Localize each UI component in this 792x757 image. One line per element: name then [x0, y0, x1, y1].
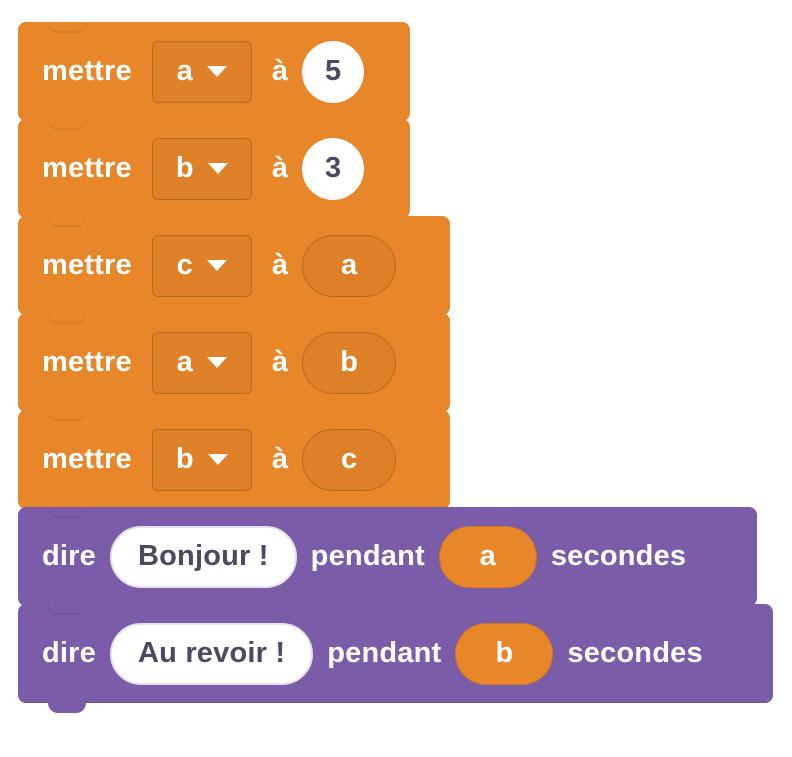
- set-variable-block[interactable]: [18, 119, 410, 218]
- variable-dropdown-value: c: [176, 249, 194, 281]
- message-input[interactable]: Au revoir !: [110, 623, 313, 685]
- unit-label: secondes: [567, 637, 703, 669]
- variable-dropdown-value: b: [175, 152, 194, 184]
- connector-label: à: [271, 443, 289, 475]
- chevron-down-icon: [207, 357, 227, 368]
- say-for-seconds-block[interactable]: [18, 604, 773, 703]
- set-variable-block[interactable]: [18, 410, 450, 509]
- block-script[interactable]: [18, 22, 773, 703]
- variable-dropdown[interactable]: [152, 332, 252, 394]
- variable-reporter[interactable]: c: [302, 429, 396, 491]
- block-label: dire: [42, 637, 96, 669]
- variable-dropdown[interactable]: [152, 429, 252, 491]
- connector-label: à: [271, 55, 289, 87]
- block-label: mettre: [42, 152, 132, 184]
- block-label: mettre: [42, 443, 132, 475]
- say-for-seconds-block[interactable]: [18, 507, 757, 606]
- variable-dropdown-value: a: [176, 55, 194, 87]
- chevron-down-icon: [208, 454, 228, 465]
- block-label: mettre: [42, 55, 132, 87]
- variable-dropdown-value: a: [176, 346, 194, 378]
- variable-reporter[interactable]: a: [302, 235, 396, 297]
- connector-label: à: [271, 249, 289, 281]
- set-variable-block[interactable]: [18, 313, 450, 412]
- chevron-down-icon: [208, 163, 228, 174]
- variable-reporter[interactable]: b: [455, 623, 553, 685]
- chevron-down-icon: [207, 260, 227, 271]
- block-label: mettre: [42, 249, 132, 281]
- connector-label: à: [271, 152, 289, 184]
- variable-reporter[interactable]: a: [439, 526, 537, 588]
- variable-reporter[interactable]: b: [302, 332, 396, 394]
- message-input[interactable]: Bonjour !: [110, 526, 297, 588]
- connector-label: à: [271, 346, 289, 378]
- value-input[interactable]: 3: [302, 138, 364, 200]
- duration-label: pendant: [310, 540, 425, 572]
- set-variable-block[interactable]: [18, 22, 410, 121]
- chevron-down-icon: [207, 66, 227, 77]
- variable-dropdown[interactable]: [152, 138, 252, 200]
- variable-dropdown[interactable]: [152, 235, 252, 297]
- set-variable-block[interactable]: [18, 216, 450, 315]
- block-label: dire: [42, 540, 96, 572]
- variable-dropdown-value: b: [175, 443, 194, 475]
- value-input[interactable]: 5: [302, 41, 364, 103]
- block-label: mettre: [42, 346, 132, 378]
- variable-dropdown[interactable]: [152, 41, 252, 103]
- unit-label: secondes: [550, 540, 687, 572]
- duration-label: pendant: [327, 637, 442, 669]
